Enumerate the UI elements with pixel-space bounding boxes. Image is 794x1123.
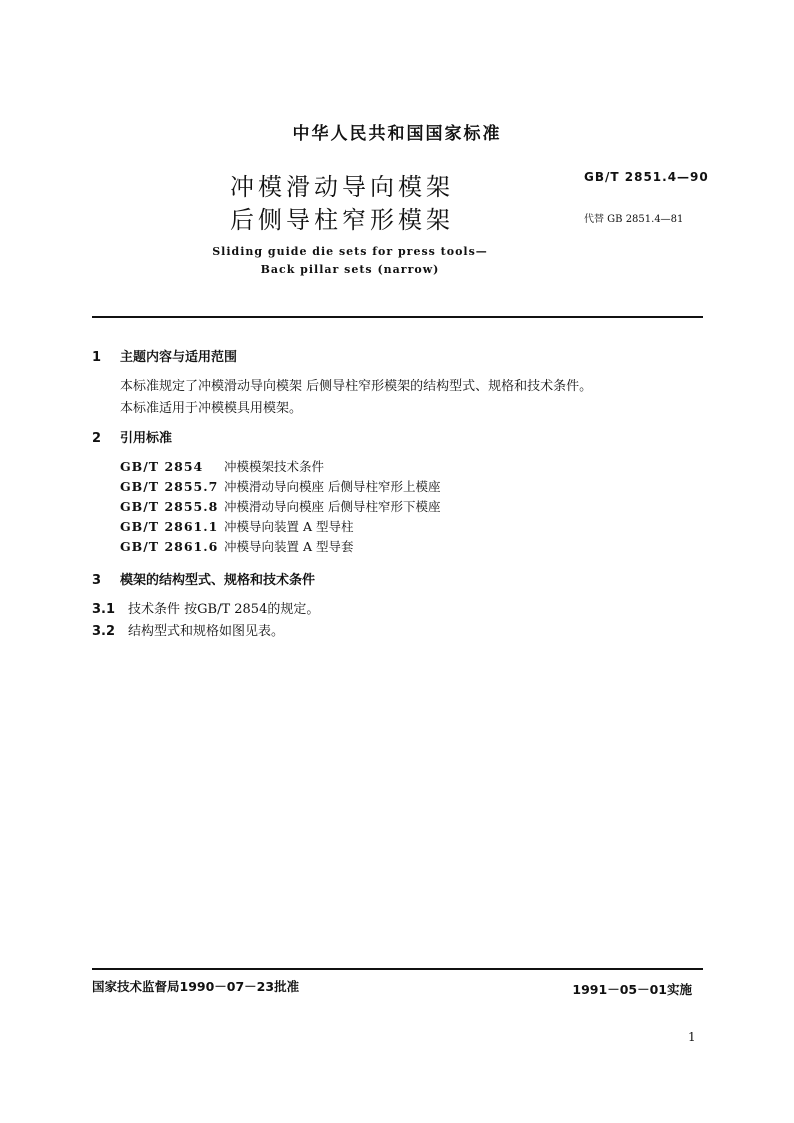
reference-item xyxy=(120,537,353,555)
section-2-heading xyxy=(92,427,172,446)
page-number: 1 xyxy=(688,1030,696,1044)
subsection-number: 3.2 xyxy=(92,624,116,639)
section-1-paragraph-2: 本标准适用于冲模模具用模架。 xyxy=(120,401,303,416)
replaces-standard: 代替 GB 2851.4—81 xyxy=(584,214,684,225)
subsection-3-1 xyxy=(92,598,319,617)
reference-code: GB/T 2854 xyxy=(120,459,204,474)
english-title-line1: Sliding guide die sets for press tools— xyxy=(212,245,488,258)
footer-divider xyxy=(92,968,703,970)
reference-item xyxy=(120,457,324,475)
document-title-line1: 冲模滑动导向模架 xyxy=(230,173,454,201)
section-title: 引用标准 xyxy=(120,431,173,446)
reference-title: 冲模模架技术条件 xyxy=(224,459,325,474)
section-number: 2 xyxy=(92,431,102,446)
subsection-3-2 xyxy=(92,620,284,639)
subsection-text: 结构型式和规格如图见表。 xyxy=(128,624,285,639)
effective-date: 1991－05－01实施 xyxy=(572,982,692,997)
document-title-line2: 后侧导柱窄形模架 xyxy=(230,206,454,234)
section-number: 1 xyxy=(92,350,102,365)
reference-code: GB/T 2861.6 xyxy=(120,539,219,554)
reference-item xyxy=(120,477,440,495)
reference-item xyxy=(120,497,440,515)
reference-item xyxy=(120,517,353,535)
approval-date: 国家技术监督局1990－07－23批准 xyxy=(92,979,300,994)
subsection-number: 3.1 xyxy=(92,602,116,617)
reference-title: 冲模导向装置 A 型导柱 xyxy=(224,519,354,534)
subsection-text: 技术条件 按GB/T 2854的规定。 xyxy=(128,602,320,617)
section-number: 3 xyxy=(92,573,102,588)
standard-code: GB/T 2851.4—90 xyxy=(584,170,709,184)
section-1-heading xyxy=(92,346,237,365)
reference-title: 冲模导向装置 A 型导套 xyxy=(224,539,354,554)
header-divider xyxy=(92,316,703,318)
section-1-paragraph-1: 本标准规定了冲模滑动导向模架 后侧导柱窄形模架的结构型式、规格和技术条件。 xyxy=(120,379,593,394)
section-title: 模架的结构型式、规格和技术条件 xyxy=(120,573,316,588)
reference-title: 冲模滑动导向模座 后侧导柱窄形上模座 xyxy=(224,479,441,494)
english-title-line2: Back pillar sets (narrow) xyxy=(260,263,440,276)
national-standard-heading: 中华人民共和国国家标准 xyxy=(292,124,502,144)
reference-code: GB/T 2855.7 xyxy=(120,479,219,494)
section-3-heading xyxy=(92,569,315,588)
section-title: 主题内容与适用范围 xyxy=(120,350,238,365)
reference-title: 冲模滑动导向模座 后侧导柱窄形下模座 xyxy=(224,499,441,514)
reference-code: GB/T 2861.1 xyxy=(120,519,219,534)
reference-code: GB/T 2855.8 xyxy=(120,499,219,514)
